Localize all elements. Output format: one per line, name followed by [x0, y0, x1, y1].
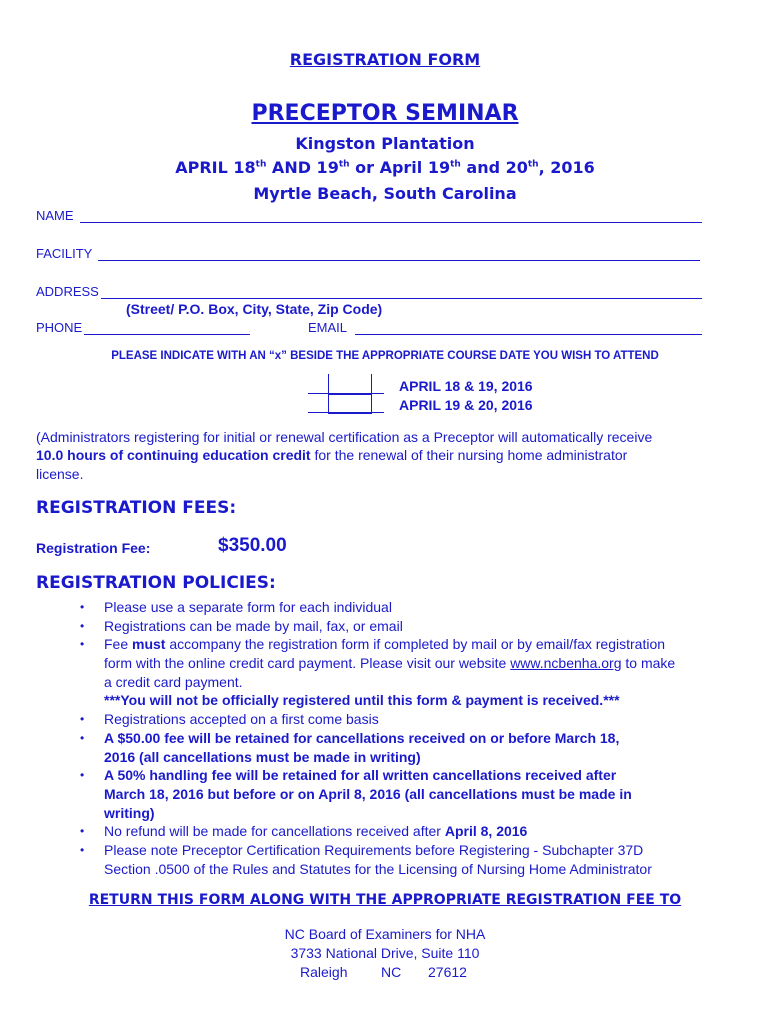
- policy-fee-line-1: Fee must accompany the registration form if completed by mail or by email/fax registration: [104, 636, 666, 652]
- seminar-location: Myrtle Beach, South Carolina: [253, 184, 517, 203]
- option-2-label: APRIL 19 & 20, 2016: [399, 397, 533, 413]
- bullet-icon: •: [80, 768, 85, 782]
- policy-cancellation-fee-line-1: A $50.00 fee will be retained for cancellations received on or before March 18,: [104, 730, 620, 746]
- return-heading: RETURN THIS FORM ALONG WITH THE APPROPRIATE REGISTRATION FEE TO: [88, 892, 682, 908]
- bullet-icon: •: [80, 712, 85, 726]
- policy-fee-line-2: form with the online credit card payment. Please visit our website www.ncbenha.org to make: [104, 655, 676, 671]
- form-title: REGISTRATION FORM: [289, 50, 481, 69]
- course-instruction: PLEASE INDICATE WITH AN “x” BESIDE THE APPROPRIATE COURSE DATE YOU WISH TO ATTEND: [111, 350, 659, 362]
- address-field[interactable]: [101, 298, 702, 299]
- option-1-label: APRIL 18 & 19, 2016: [399, 378, 533, 394]
- bullet-icon: •: [80, 637, 85, 651]
- policy-cancellation-fee-line-2: 2016 (all cancellations must be made in writing): [104, 749, 421, 765]
- email-label: EMAIL: [308, 320, 348, 335]
- policy-first-come: Registrations accepted on a first come basis: [104, 711, 379, 727]
- option-1-box: [328, 374, 372, 395]
- bullet-icon: •: [80, 824, 85, 838]
- policy-submission-methods: Registrations can be made by mail, fax, or email: [104, 618, 403, 634]
- return-state: NC: [381, 964, 402, 980]
- seminar-dates: APRIL 18th AND 19th or April 19th and 20th, 2016: [175, 158, 595, 177]
- option-2-box: [328, 394, 372, 414]
- policy-certification-line-1: Please note Preceptor Certification Requirements before Registering - Subchapter 37D: [104, 842, 644, 858]
- return-zip: 27612: [428, 964, 467, 980]
- name-field[interactable]: [80, 222, 702, 223]
- fee-label: Registration Fee:: [36, 540, 151, 556]
- return-street: 3733 National Drive, Suite 110: [290, 945, 480, 961]
- address-label: ADDRESS: [36, 284, 99, 299]
- name-label: NAME: [36, 208, 74, 223]
- bullet-icon: •: [80, 731, 85, 745]
- policy-notice: ***You will not be officially registered until this form & payment is received.***: [104, 692, 620, 708]
- venue-name: Kingston Plantation: [295, 134, 475, 153]
- policies-heading: REGISTRATION POLICIES:: [36, 573, 276, 593]
- fees-heading: REGISTRATION FEES:: [36, 498, 237, 518]
- ce-note-line-3: license.: [36, 466, 84, 482]
- fee-amount: $350.00: [218, 535, 287, 556]
- policy-handling-fee-line-1: A 50% handling fee will be retained for all written cancellations received after: [104, 767, 617, 783]
- policy-separate-form: Please use a separate form for each individual: [104, 599, 392, 615]
- seminar-title: PRECEPTOR SEMINAR: [251, 101, 519, 126]
- policy-no-refund: No refund will be made for cancellations received after April 8, 2016: [104, 823, 528, 839]
- policy-certification-line-2: Section .0500 of the Rules and Statutes for the Licensing of Nursing Home Administrator: [104, 861, 652, 877]
- ce-credit-hours: 10.0 hours of continuing education credit: [36, 447, 311, 463]
- address-hint: (Street/ P.O. Box, City, State, Zip Code): [126, 301, 383, 317]
- policy-handling-fee-line-3: writing): [104, 805, 155, 821]
- return-city: Raleigh: [300, 964, 348, 980]
- facility-field[interactable]: [98, 260, 700, 261]
- website-link[interactable]: www.ncbenha.org: [510, 655, 622, 671]
- bullet-icon: •: [80, 600, 85, 614]
- email-field[interactable]: [355, 334, 702, 335]
- bullet-icon: •: [80, 843, 85, 857]
- phone-label: PHONE: [36, 320, 83, 335]
- policy-fee-line-3: a credit card payment.: [104, 674, 243, 690]
- return-org: NC Board of Examiners for NHA: [284, 926, 486, 942]
- ce-note-line-1: (Administrators registering for initial or renewal certification as a Preceptor will automatically receive: [36, 429, 653, 445]
- bullet-icon: •: [80, 619, 85, 633]
- ce-note-line-2: 10.0 hours of continuing education credit for the renewal of their nursing home administrator: [36, 447, 628, 463]
- policy-handling-fee-line-2: March 18, 2016 but before or on April 8, 2016 (all cancellations must be made in: [104, 786, 632, 802]
- phone-field[interactable]: [84, 334, 250, 335]
- facility-label: FACILITY: [36, 246, 93, 261]
